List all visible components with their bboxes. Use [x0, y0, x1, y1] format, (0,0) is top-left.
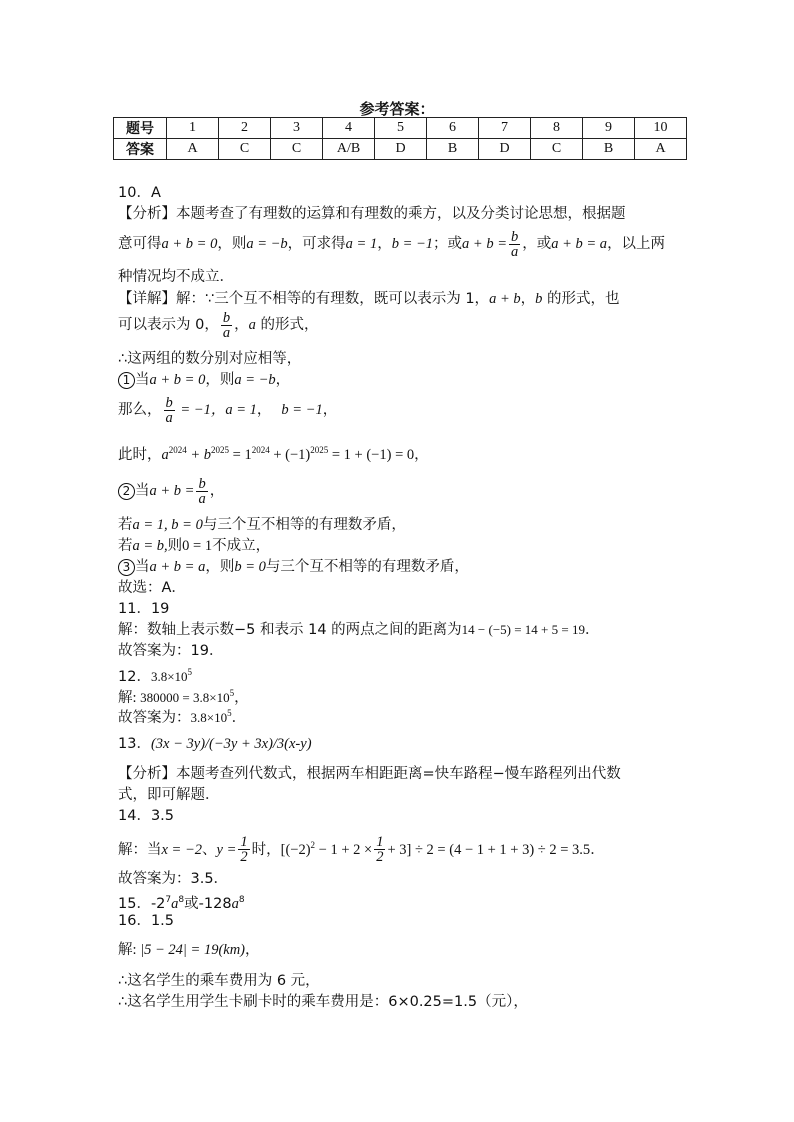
q10-then-line: 那么， $\frac{b}{a}$ = −1，a = 1， b = −1， [118, 394, 338, 426]
q15-heading: 15．$-2^7a^8$或$-128a^8$ [118, 895, 245, 912]
q12-solution: 解: $380000 = 3.8\times 10^5$， [118, 688, 249, 706]
q14-heading: 14．3.5 [118, 808, 175, 824]
table-cell: 10 [635, 118, 687, 139]
circled-number: 3 [118, 559, 135, 576]
table-row-numbers [114, 118, 687, 139]
circled-number: 2 [118, 483, 135, 500]
q10-now-line: 此时，$a^{2024} + b^{2025} = 1^{2024} + (-1)^{2025} = 1 + (-1) = 0$， [118, 445, 429, 463]
fraction-b-over-a: $\frac{b}{a}$ [165, 394, 173, 426]
q13-analysis-line1: 【分析】本题考查列代数式，根据两车相距距离=快车路程−慢车路程列出代数 [118, 766, 621, 782]
q16-solution: 解: |5 − 24| = 19(km)， [118, 942, 260, 958]
table-cell: A/B [323, 139, 375, 160]
table-cell: 5 [375, 118, 427, 139]
q10-heading: 10．A [118, 185, 161, 201]
table-cell: C [219, 139, 271, 160]
q10-case2: 2 当a + b = $\frac{b}{a}$ ， [118, 474, 224, 508]
table-cell: 8 [531, 118, 583, 139]
table-cell: C [271, 139, 323, 160]
q10-choose: 故选：A． [118, 580, 186, 596]
table-cell: B [583, 139, 635, 160]
q14-solution: 解：当x = −2、y = $\frac{1}{2}$ 时，[$(-2)^2 - 1 + 2$ × $\frac{1}{2}$ + 3] ÷ 2 = (4 − 1 + 1 + 3) ÷ 2 = 3.5． [118, 834, 605, 866]
q10-if1: 若a = 1, b = 0与三个互不相等的有理数矛盾， [118, 517, 406, 533]
table-cell: 3 [271, 118, 323, 139]
q16-line3: ∴这名学生用学生卡刷卡时的乘车费用是：6×0.25=1.5（元）， [118, 994, 528, 1010]
table-cell: 2 [219, 118, 271, 139]
q13-heading: 13．(3x − 3y)/(−3y + 3x)/3(x-y) [118, 736, 312, 752]
q12-answer: 故答案为：$3.8\times 10^5$． [118, 708, 247, 726]
q10-if2: 若a = b,则0 = 1不成立， [118, 538, 271, 554]
row-label-answer: 答案 [114, 139, 167, 160]
q10-analysis-line3: 种情况均不成立． [118, 269, 234, 285]
table-cell: C [531, 139, 583, 160]
q10-case1: 1 当a + b = 0，则a = −b， [118, 371, 290, 389]
table-cell: 9 [583, 118, 635, 139]
q13-analysis-line2: 式，即可解题． [118, 787, 220, 803]
table-cell: 1 [167, 118, 219, 139]
q11-heading: 11．19 [118, 601, 170, 617]
answer-table [113, 117, 687, 160]
row-label-number: 题号 [114, 118, 167, 139]
table-cell: A [167, 139, 219, 160]
q10-detail-line3: ∴这两组的数分别对应相等， [118, 351, 302, 367]
table-cell: D [479, 139, 531, 160]
fraction-b-over-a: $\frac{b}{a}$ [510, 228, 519, 260]
q11-solution: 解：数轴上表示数−5 和表示 14 的两点之间的距离为14 − (−5) = 14 + 5 = 19． [118, 622, 600, 638]
q10-analysis-line2: 意可得a + b = 0，则a = −b，可求得a = 1，b = −1；或a + b = $\frac{b}{a}$ ，或a + b = a，以上两 [118, 228, 666, 260]
table-cell: A [635, 139, 687, 160]
circled-number: 1 [118, 372, 135, 389]
q10-detail-line1: 【详解】解：∵三个互不相等的有理数，既可以表示为 1，a + b，b 的形式，也 [118, 291, 620, 307]
table-cell: 4 [323, 118, 375, 139]
table-cell: D [375, 139, 427, 160]
fraction-b-over-a: $\frac{b}{a}$ [198, 475, 206, 507]
table-row-answers [114, 139, 687, 160]
q10-case3: 3 当a + b = a，则b = 0与三个互不相等的有理数矛盾， [118, 558, 469, 576]
q14-answer: 故答案为：3.5． [118, 871, 229, 887]
q11-answer: 故答案为：19． [118, 643, 224, 659]
fraction-b-over-a: $\frac{b}{a}$ [222, 309, 231, 341]
table-cell: 6 [427, 118, 479, 139]
q16-line2: ∴这名学生的乘车费用为 6 元， [118, 973, 320, 989]
table-cell: B [427, 139, 479, 160]
table-cell: 7 [479, 118, 531, 139]
q16-heading: 16．1.5 [118, 913, 175, 929]
q10-analysis-line1: 【分析】本题考查了有理数的运算和有理数的乘方，以及分类讨论思想，根据题 [118, 206, 626, 222]
fraction-one-half: $\frac{1}{2}$ [240, 834, 248, 866]
q12-heading: 12．$3.8\times 10^5$ [118, 667, 193, 685]
page-title: 参考答案： [359, 100, 435, 118]
fraction-one-half: $\frac{1}{2}$ [376, 834, 384, 866]
q10-detail-line2: 可以表示为 0， $\frac{b}{a}$ ，a 的形式， [118, 309, 319, 341]
